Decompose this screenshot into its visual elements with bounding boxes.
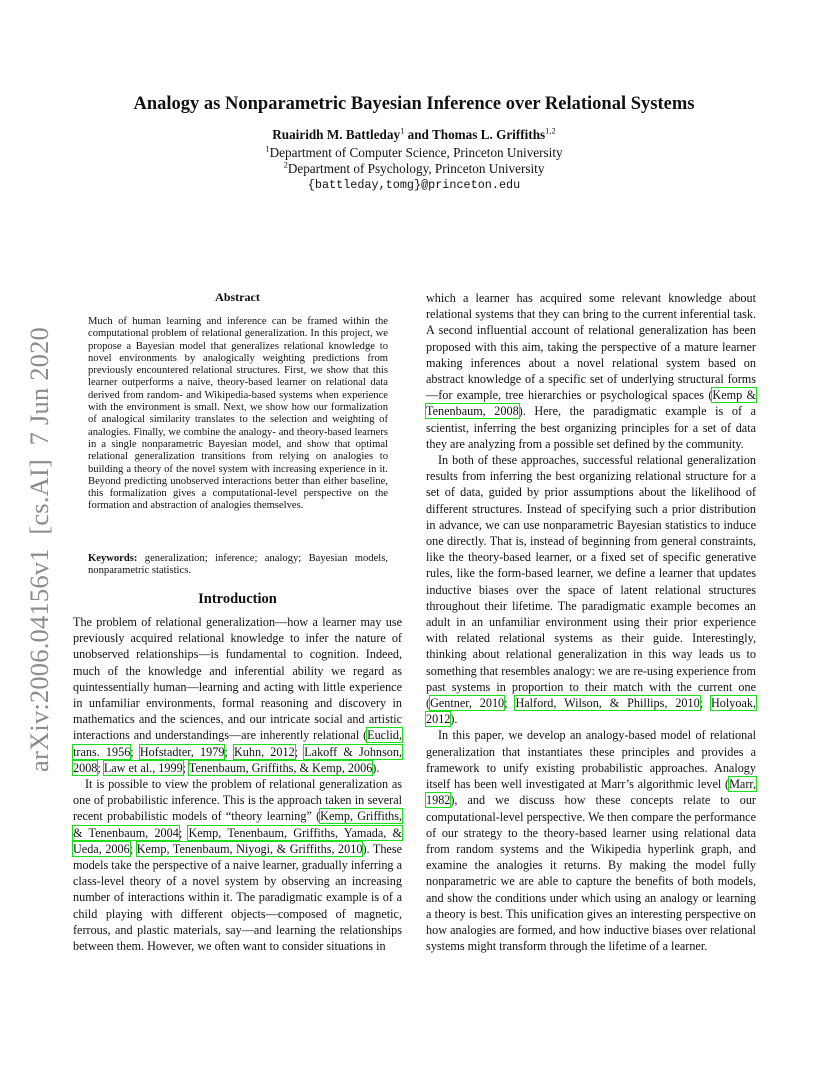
arxiv-stamp-text: arXiv:2006.04156v1 [cs.AI] 7 Jun 2020 bbox=[24, 327, 54, 772]
citation-link[interactable]: Kuhn, 2012 bbox=[233, 744, 295, 759]
citation-link[interactable]: Halford, Wilson, & Phillips, 2010 bbox=[515, 696, 700, 711]
citation-link[interactable]: Kemp & Tenenbaum, 2008 bbox=[426, 388, 756, 419]
affiliation-1-text: Department of Computer Science, Princeton University bbox=[269, 145, 563, 160]
author-and: and bbox=[404, 127, 432, 142]
intro-paragraph-1 bbox=[73, 614, 402, 776]
citation-link[interactable]: Gentner, 2010 bbox=[430, 696, 505, 711]
text-run: ), and we discuss how these concepts relate to our computational-level perspective. We then compare the performance of our strategy to the theory-based learner using relational data from random systems and the Wikipedia hyperlink graph, and examine the analogies it returns. By making the model fully nonparametric we are able to capture the benefits of both models, and show the conditions under which using an analogy or learning a theory is best. This unification gives an interesting perspective on how analogies are formed, and how inductive biases over relational systems might transform through the lifetime of a learner. bbox=[426, 793, 756, 954]
paper-title: Analogy as Nonparametric Bayesian Inference over Relational Systems bbox=[133, 94, 695, 114]
author-2-affil: 1,2 bbox=[545, 125, 556, 136]
right-column-body bbox=[426, 290, 756, 954]
text-run: ). These models take the perspective of a naive learner, gradually inferring a class-level theory of a novel system by observing an increasing number of interactions within it. The paradigmatic example is of a child playing with different objects—composed of magnetic, ferrous, and plastic materials, say—and learning the relationships between them. However, we often want to consider situations in bbox=[73, 841, 402, 954]
right-paragraph-2 bbox=[426, 452, 756, 727]
author-1-affil: 1 bbox=[400, 125, 405, 136]
citation-link[interactable]: Law et al., 1999 bbox=[103, 760, 183, 775]
affiliation-2-text: Department of Psychology, Princeton University bbox=[287, 161, 545, 176]
text-run: ). bbox=[450, 712, 458, 727]
text-run: It is possible to view the problem of relational generalization as one of probabilistic inference. This is the approach taken in several recent probabilistic models of “theory learning” ( bbox=[73, 777, 402, 824]
affiliation-1-sup: 1 bbox=[265, 143, 270, 154]
citation-link[interactable]: Kemp, Tenenbaum, Griffiths, Yamada, & Ueda, 2006 bbox=[73, 825, 403, 856]
affiliation-2 bbox=[0, 161, 828, 177]
intro-paragraph-2 bbox=[73, 776, 402, 954]
citation-link[interactable]: Tenenbaum, Griffiths, & Kemp, 2006 bbox=[188, 760, 373, 775]
text-run: ; bbox=[699, 696, 711, 711]
text-run: In this paper, we develop an analogy-based model of relational generalization that instantiates these principles and provides a framework to unify existing probabilistic approaches. Analogy itself has been well investigated at Marr’s algorithmic level ( bbox=[426, 728, 756, 792]
abstract-text: Much of human learning and inference can be framed within the computational problem of relational generalization. In this project, we propose a Bayesian model that generalizes relational knowledge to novel environments by analogically weighting predictions from previously encountered relational structures. First, we show that this learner outperforms a naive, theory-based learner on relational data derived from random- and Wikipedia-based systems when experience with the environment is small. Next, we show how our formalization of analogical similarity translates to the selection and weighting of analogies. Finally, we combine the analogy- and theory-based learners in a single nonparametric Bayesian model, and show that optimal relational generalization transitions from relying on analogies to building a theory of the novel system with increasing experience in it. Beyond predicting unobserved interactions better than either baseline, this formalization gives a computational-level perspective on the formation and abstraction of analogies themselves. bbox=[88, 316, 388, 512]
text-run: ; bbox=[224, 744, 234, 759]
text-run: In both of these approaches, successful relational generalization results from inferring the best organizing relational structure for a set of data, guided by prior assumptions about the likelihood of different structures. Instead of specifying such a prior distribution in advance, we can use nonparametric Bayesian statistics to induce one directly. That is, instead of beginning from general constraints, like the theory-based learner, or a fixed set of specific generative rules, like the form-based learner, we define a learner that updates inductive biases over the space of latent relational structures throughout their lifetime. The paradigmatic example becomes an adult in an unfamiliar environment using their prior experience with related relational systems as their guide. Interestingly, thinking about relational generalization in this way leads us to something that resembles analogy: we are re-using experience from past systems in proportion to their match with the current one ( bbox=[426, 453, 756, 711]
text-run: ; bbox=[182, 760, 189, 775]
arxiv-stamp bbox=[14, 306, 52, 776]
keywords-label: Keywords: bbox=[88, 553, 138, 564]
citation-link[interactable]: Euclid, trans. 1956 bbox=[73, 728, 402, 759]
text-run: The problem of relational generalization—how a learner may use previously acquired relational knowledge to infer the nature of unobserved relationships—is fundamental to cognition. Indeed, much of the knowledge and inferential ability we regard as quintessentially human—learning and acting with little experience in unfamiliar environments, formal reasoning and discovery in mathematics and the sciences, and our intricate social and artistic interactions and understandings—are inherently relational ( bbox=[73, 615, 402, 743]
text-run: ). bbox=[372, 760, 380, 775]
affiliation-1 bbox=[0, 145, 828, 161]
right-paragraph-3 bbox=[426, 727, 756, 954]
citation-link[interactable]: Lakoff & Johnson, 2008 bbox=[73, 744, 403, 775]
citation-link[interactable]: Hofstadter, 1979 bbox=[139, 744, 225, 759]
introduction-heading: Introduction bbox=[198, 591, 277, 607]
author-line bbox=[0, 127, 828, 143]
text-run: ; bbox=[178, 825, 189, 840]
abstract-heading: Abstract bbox=[215, 290, 260, 304]
citation-link[interactable]: Holyoak, 2012 bbox=[426, 696, 757, 727]
text-run: ; bbox=[504, 696, 516, 711]
text-run: ; bbox=[129, 841, 137, 856]
right-paragraph-1 bbox=[426, 290, 756, 452]
citation-link[interactable]: Marr, 1982 bbox=[426, 777, 756, 808]
keywords bbox=[88, 553, 391, 578]
citation-link[interactable]: Kemp, Tenenbaum, Niyogi, & Griffiths, 2010 bbox=[136, 841, 363, 856]
text-run: ; bbox=[130, 744, 140, 759]
text-run: ). Here, the paradigmatic example is of a scientist, inferring the best organizing principles for a set of data they are analyzing from a possible set defined by the community. bbox=[426, 404, 756, 451]
author-emails: {battleday,tomg}@princeton.edu bbox=[307, 178, 521, 192]
citation-link[interactable]: Kemp, Griffiths, & Tenenbaum, 2004 bbox=[73, 809, 402, 840]
text-run: which a learner has acquired some relevant knowledge about relational systems that they can bring to the current inferential task. A second influential account of relational generalization has been proposed with this aim, taking the perspective of a mature learner making inferences about a novel relational system based on abstract knowledge of a specific set of underlying structural forms—for example, tree hierarchies or psychological spaces ( bbox=[426, 291, 756, 403]
left-column-body bbox=[73, 614, 402, 954]
affiliation-2-sup: 2 bbox=[283, 159, 288, 170]
author-2: Thomas L. Griffiths bbox=[431, 127, 546, 142]
text-run: ; bbox=[294, 744, 305, 759]
author-1: Ruairidh M. Battleday bbox=[272, 127, 401, 142]
text-run: ; bbox=[97, 760, 104, 775]
keywords-text: generalization; inference; analogy; Bayesian models, nonparametric statistics. bbox=[88, 553, 391, 577]
